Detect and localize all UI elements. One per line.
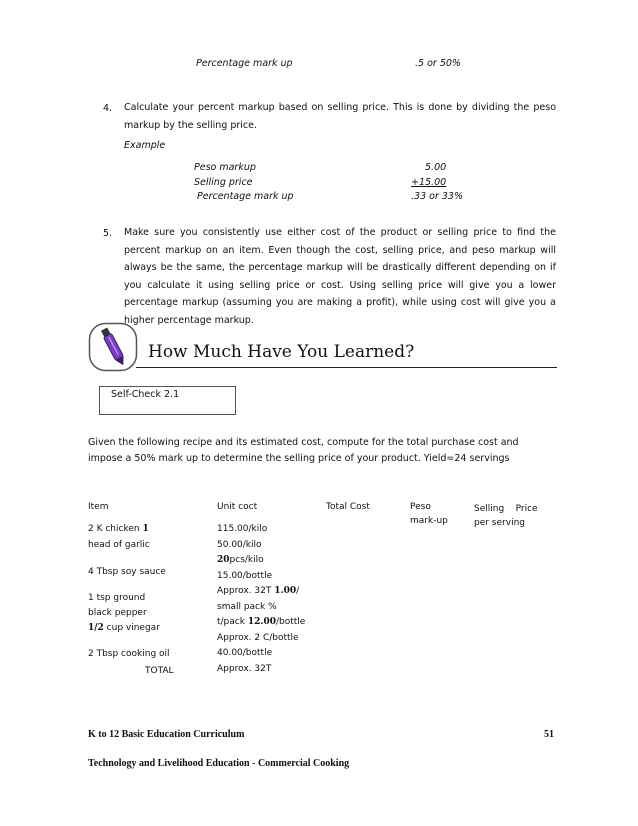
step4-text: Calculate your percent markup based on selling price. This is done by dividing the peso markup by the selling price. bbox=[124, 102, 556, 131]
cost-line: Approx. 32T 1.00/ bbox=[217, 586, 300, 596]
section-divider bbox=[136, 367, 557, 368]
instructions-line: impose a 50% mark up to determine the selling price of your product. Yield=24 servings bbox=[88, 453, 510, 464]
cost-line: 115.00/kilo bbox=[217, 524, 268, 534]
cost-line: 15.00/bottle bbox=[217, 570, 273, 581]
item-line: 1/2 cup vinegar bbox=[88, 623, 160, 633]
example-row-value: 5.00 bbox=[425, 162, 447, 173]
item-line: 2 Tbsp cooking oil bbox=[88, 649, 170, 659]
step5-number: 5. bbox=[103, 228, 113, 239]
header-selling-price: Selling Price bbox=[474, 504, 538, 514]
example-row-label: Percentage mark up bbox=[197, 191, 294, 202]
step4-example-label: Example bbox=[124, 140, 166, 151]
cost-line: t/pack 12.00/bottle bbox=[217, 617, 306, 627]
footer-curriculum: K to 12 Basic Education Curriculum bbox=[88, 729, 245, 740]
item-column bbox=[88, 522, 170, 663]
header-item: Item bbox=[88, 502, 109, 512]
unit-cost-column bbox=[217, 522, 305, 677]
header-per-serving: per serving bbox=[474, 518, 525, 528]
example-row-value: +15.00 bbox=[411, 177, 447, 188]
header-markup: mark-up bbox=[410, 516, 448, 526]
example-row-label: Selling price bbox=[194, 177, 253, 188]
item-line: 4 Tbsp soy sauce bbox=[88, 567, 166, 577]
top-row-value: .5 or 50% bbox=[415, 58, 461, 69]
header-peso: Peso bbox=[410, 502, 431, 512]
example-row-value: .33 or 33% bbox=[411, 191, 463, 202]
header-total-cost: Total Cost bbox=[326, 502, 370, 512]
step5-text: Make sure you consistently use either cost of the product or selling price to find the percent markup on an item. Even though the cost, selling price, and peso markup will always be the same, the percentage markup will be drastically different depending on if you calculate it using selling price or cost. Using selling price will give you a lower percentage markup (assuming you are making a profit), while using cost will give you a higher percentage markup. bbox=[124, 227, 556, 326]
item-line: black pepper bbox=[88, 608, 147, 618]
cost-line: 50.00/kilo bbox=[217, 539, 262, 550]
header-unit-cost: Unit coct bbox=[217, 502, 258, 512]
instructions-line: Given the following recipe and its estimated cost, compute for the total purchase cost and bbox=[88, 437, 519, 448]
cost-line: 20pcs/kilo bbox=[217, 555, 264, 565]
total-label: TOTAL bbox=[145, 666, 174, 676]
cost-line: small pack % bbox=[217, 601, 277, 612]
top-row-label: Percentage mark up bbox=[196, 58, 293, 69]
page-number: 51 bbox=[544, 729, 554, 740]
step4-number: 4. bbox=[103, 103, 113, 114]
item-line: 2 K chicken 1 bbox=[88, 524, 149, 534]
cost-line: Approx. 2 C/bottle bbox=[217, 632, 299, 643]
self-check-label: Self-Check 2.1 bbox=[111, 389, 180, 400]
item-line: head of garlic bbox=[88, 540, 150, 550]
self-check-box bbox=[99, 386, 236, 415]
footer-subject: Technology and Livelihood Education - Commercial Cooking bbox=[88, 758, 350, 769]
cost-line: Approx. 32T bbox=[217, 663, 272, 674]
pen-icon bbox=[88, 322, 138, 372]
example-row-label: Peso markup bbox=[194, 162, 256, 173]
cost-line: 40.00/bottle bbox=[217, 648, 273, 658]
section-title: How Much Have You Learned? bbox=[148, 342, 415, 362]
item-line: 1 tsp ground bbox=[88, 593, 146, 603]
